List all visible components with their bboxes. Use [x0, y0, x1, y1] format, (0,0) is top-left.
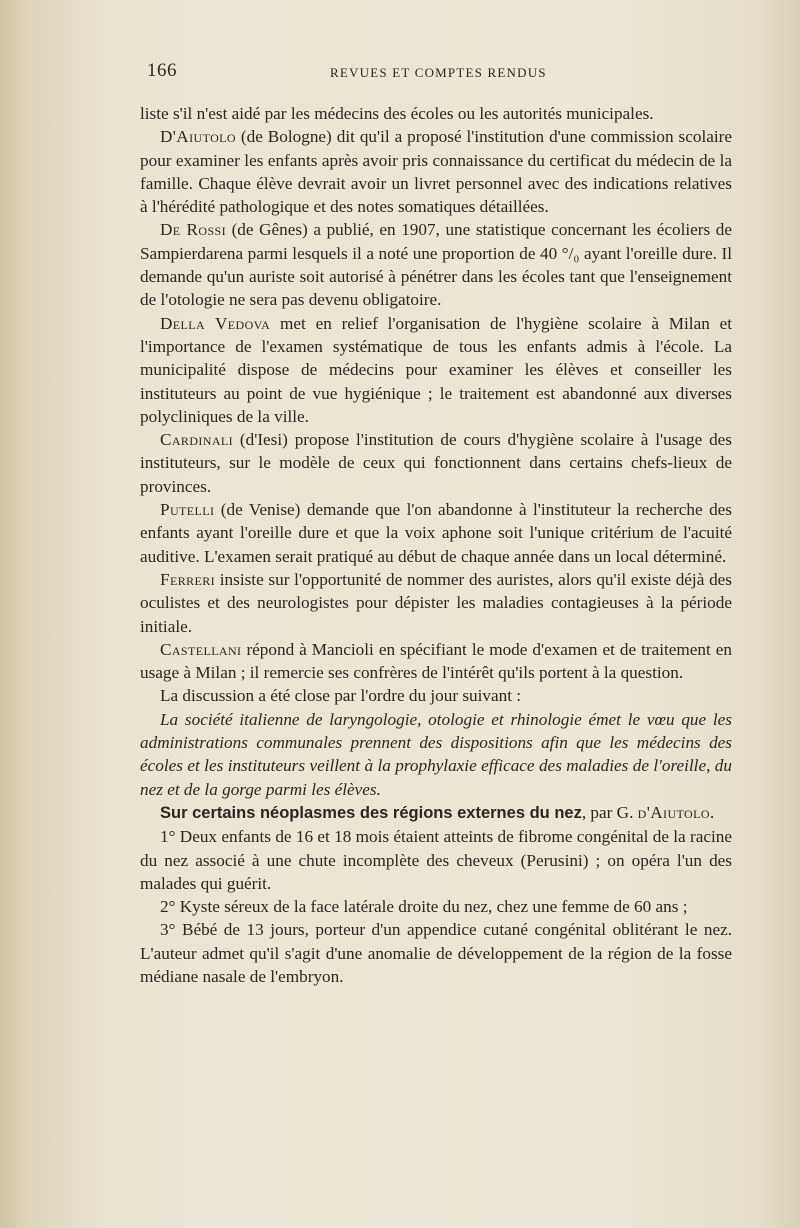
case-item: 3° Bébé de 13 jours, porteur d'un appendice cutané congénital oblitérant le nez. L'auteur admet qu'il s'agit d'une anomalie de développement de la région de la fosse médiane nasale de l'embryon.	[140, 920, 732, 986]
case-item: 1° Deux enfants de 16 et 18 mois étaient atteints de fibrome congénital de la racine du nez associé à une chute incomplète des cheveux (Perusini) ; on opéra l'un des malades qui guérit.	[140, 827, 732, 893]
speaker-name: Ferreri	[160, 569, 216, 589]
page-header	[145, 60, 730, 88]
section-heading: Sur certains néoplasmes des régions externes du nez, par G. d'Aiutolo.	[160, 802, 715, 822]
paragraph: Cardinali (d'Iesi) propose l'institution de cours d'hygiène scolaire à l'usage des instituteurs, sur le modèle de ceux qui fonctionnent dans certains chefs-lieux de provinces.	[140, 430, 732, 496]
body-text	[140, 102, 732, 988]
paragraph: Castellani répond à Mancioli en spécifiant le mode d'examen et de traitement en usage à Milan ; il remercie ses confrères de l'intérêt qu'ils portent à la question.	[140, 639, 732, 683]
case-item: 2° Kyste séreux de la face latérale droite du nez, chez une femme de 60 ans ;	[160, 897, 688, 917]
speaker-name: Castellani	[160, 639, 242, 659]
speaker-name: Cardinali	[160, 430, 234, 450]
speaker-name: D'Aiutolo	[160, 127, 236, 147]
resolution-text: La société italienne de laryngologie, otologie et rhinologie émet le vœu que les administrations communales prennent des dispositions afin que les médecins des écoles et les instituteurs veillent à la prophylaxie efficace des maladies de l'oreille, du nez et de la gorge parmi les élèves.	[140, 709, 732, 799]
paragraph: Ferreri insiste sur l'opportunité de nommer des auristes, alors qu'il existe déjà des oculistes et des neurologistes pour dépister les maladies contagieuses à la période initiale.	[140, 569, 732, 636]
page-number: 166	[147, 60, 177, 81]
paragraph: La discussion a été close par l'ordre du jour suivant :	[160, 686, 522, 706]
paragraph: D'Aiutolo (de Bologne) dit qu'il a proposé l'institution d'une commission scolaire pour examiner les enfants après avoir pris connaissance du certificat du médecin de la famille. Chaque élève devrait avoir un livret personnel avec des indications relatives à l'hérédité pathologique et des notes somatiques détaillées.	[140, 127, 732, 217]
paragraph: De Rossi (de Gênes) a publié, en 1907, une statistique concernant les écoliers de Sampierdarena parmi lesquels il a noté une proportion de 40 °/₀ ayant l'oreille dure. Il demande qu'un auriste soit autorisé à pénétrer dans les écoles tant que l'enseignement de l'otologie ne sera pas devenu obligatoire.	[140, 220, 732, 310]
speaker-name: De Rossi	[160, 220, 226, 240]
speaker-name: Putelli	[160, 500, 215, 520]
speaker-name: Della Vedova	[160, 313, 271, 333]
paragraph: Putelli (de Venise) demande que l'on abandonne à l'instituteur la recherche des enfants ayant l'oreille dure et que la voix aphone soit l'unique critérium de l'acuité auditive. L'examen serait pratiqué au début de chaque année dans un local déterminé.	[140, 500, 732, 566]
section-author: d'Aiutolo	[637, 802, 710, 822]
paragraph: liste s'il n'est aidé par les médecins des écoles ou les autorités municipales.	[140, 104, 654, 123]
section-title: Sur certains néoplasmes des régions externes du nez	[160, 803, 582, 822]
running-title: REVUES ET COMPTES RENDUS	[330, 65, 547, 80]
paragraph: Della Vedova met en relief l'organisation de l'hygiène scolaire à Milan et l'importance de l'examen systématique de tous les enfants admis à l'école. La municipalité dispose de médecins pour examiner les élèves et conseiller les instituteurs au point de vue hygiénique ; le traitement est abandonné aux diverses polycliniques de la ville.	[140, 313, 732, 426]
